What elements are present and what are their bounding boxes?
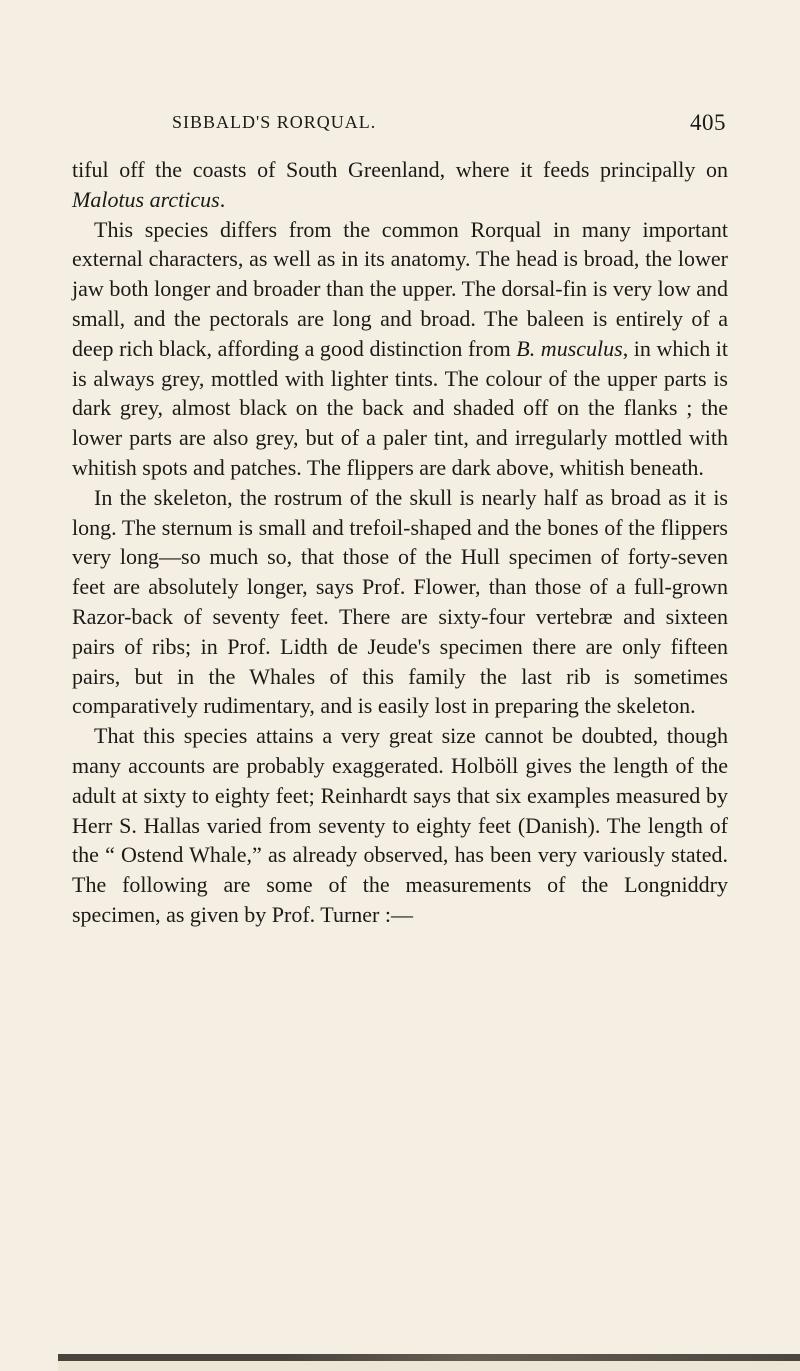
- body-text: [72, 155, 728, 930]
- text-run: .: [219, 186, 226, 212]
- page-edge-shadow: [58, 1354, 800, 1361]
- page-edge-margin: [58, 1361, 800, 1371]
- paragraph-3: [72, 483, 728, 721]
- running-title: SIBBALD'S RORQUAL.: [172, 112, 377, 132]
- paragraph-4: [72, 721, 728, 930]
- text-run: In the skeleton, the rostrum of the skull is nearly half as broad as it is long. The sternum is small and trefoil-shaped and the bones of the flippers very long—so much so, that those of the Hull specimen of forty-seven feet are absolutely longer, says Prof. Flower, than those of a full-grown Razor-back of seventy feet. There are sixty-four vertebræ and sixteen pairs of ribs; in Prof. Lidth de Jeude's specimen there are only fifteen pairs, but in the Whales of this family the last rib is sometimes comparatively rudimentary, and is easily lost in preparing the skeleton.: [72, 484, 728, 719]
- paragraph-2: [72, 215, 728, 483]
- text-run: That this species attains a very great size cannot be doubted, though many accounts are probably exaggerated. Holböll gives the length of the adult at sixty to eighty feet; Reinhardt says that six examples measured by Herr S. Hallas varied from seventy to eighty feet (Danish). The length of the “ Ostend Whale,” as already observed, has been very variously stated. The following are some of the measurements of the Longniddry specimen, as given by Prof. Turner :—: [72, 723, 728, 927]
- text-run: tiful off the coasts of South Greenland, where it feeds principally on: [72, 157, 728, 182]
- italic-species-name: B. musculus: [516, 335, 623, 361]
- running-head: [72, 112, 728, 142]
- text-run: This species differs from the common Rorqual in many important external characters, as well as in its anatomy. The head is broad, the lower jaw both longer and broader than the upper. The dorsal-fin is very low and small, and the pectorals are long and broad. The baleen is entirely of a deep rich black, affording a good distinction from: [72, 216, 728, 361]
- paragraph-1: [72, 155, 728, 215]
- italic-species-name: Malotus arcticus: [72, 186, 220, 212]
- book-page: [72, 112, 728, 930]
- page-number: 405: [690, 110, 726, 135]
- text-run: , in which it is always grey, mottled with lighter tints. The colour of the upper parts is dark grey, almost black on the back and shaded off on the flanks ; the lower parts are also grey, but of a paler tint, and irregularly mottled with whitish spots and patches. The flippers are dark above, whitish beneath.: [72, 335, 729, 480]
